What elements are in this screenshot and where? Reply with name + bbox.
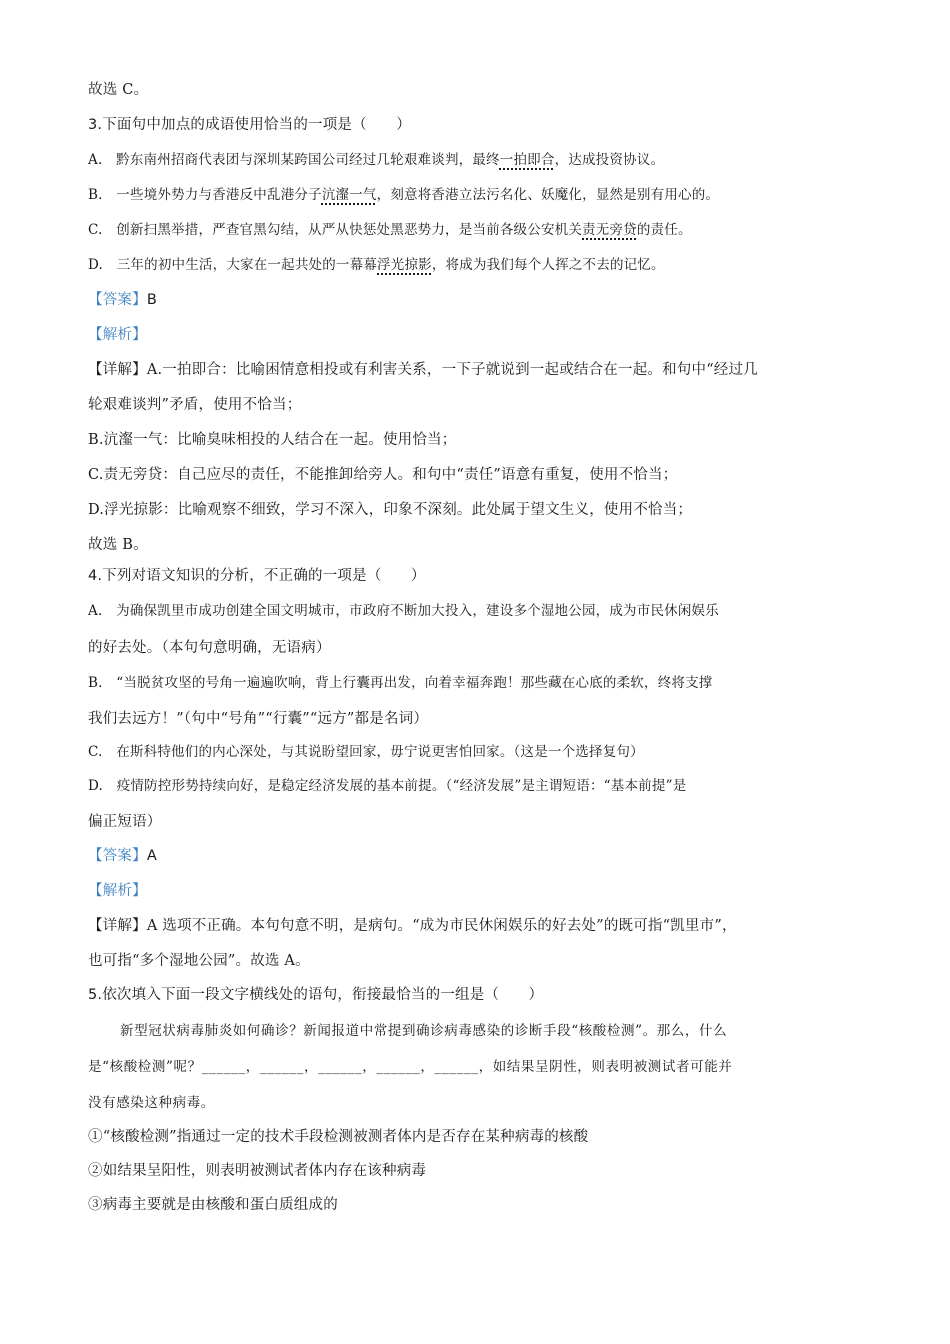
q3-detail-tag: 【详解】 <box>88 362 147 378</box>
q3-option-c <box>88 220 692 240</box>
q3-detail-a <box>88 360 758 380</box>
q4-option-c: C. 在斯科特他们的内心深处，与其说盼望回家，毋宁说更害怕回家。（这是一个选择复句） <box>88 744 644 760</box>
q3-option-d <box>88 255 665 275</box>
q3-detail-a-line2: 轮艰难谈判”矛盾，使用不恰当； <box>88 397 302 413</box>
q4-detail <box>88 916 737 936</box>
q4-detail-line2: 也可指“多个湿地公园”。故选 A。 <box>88 953 310 969</box>
q5-passage-line3: 没有感染这种病毒。 <box>88 1095 215 1111</box>
q4-option-d-line2: 偏正短语） <box>88 814 162 830</box>
q3-option-a-idiom: 一拍即合 <box>499 152 555 168</box>
q5-item-2: ②如结果呈阳性，则表明被测试者体内存在该种病毒 <box>88 1163 427 1179</box>
q4-answer-tag: 【答案】 <box>88 848 147 864</box>
q3-option-b-post: ，刻意将香港立法污名化、妖魔化，显然是别有用心的。 <box>376 187 720 203</box>
q3-answer-tag: 【答案】 <box>88 292 147 308</box>
q3-title: 3.下面句中加点的成语使用恰当的一项是（ ） <box>88 117 411 133</box>
q4-option-a-line1: A. 为确保凯里市成功创建全国文明城市，市政府不断加大投入，建设多个湿地公园，成为市民休闲娱乐 <box>88 603 719 619</box>
q4-option-b-line1: B. “当脱贫攻坚的号角一遍遍吹响，背上行囊再出发，向着幸福奔跑！那些藏在心底的柔软，终将支撑 <box>88 675 713 691</box>
q3-option-d-post: ，将成为我们每个人挥之不去的记忆。 <box>431 257 665 273</box>
q5-title: 5.依次填入下面一段文字横线处的语句，衔接最恰当的一组是（ ） <box>88 987 544 1003</box>
q3-option-d-idiom: 浮光掠影 <box>377 257 432 273</box>
q3-option-b-idiom: 沆瀣一气 <box>321 187 377 203</box>
q4-option-b-line2: 我们去远方！”（句中“号角”“行囊”“远方”都是名词） <box>88 711 429 727</box>
q3-detail-a-line1: A.一拍即合：比喻困情意相投或有利害关系，一下子就说到一起或结合在一起。和句中“经过几 <box>146 362 758 378</box>
q3-detail-c: C.责无旁贷：自己应尽的责任，不能推卸给旁人。和句中“责任”语意有重复，使用不恰当； <box>88 467 678 483</box>
q5-item-3: ③病毒主要就是由核酸和蛋白质组成的 <box>88 1197 338 1213</box>
q4-analysis-tag: 【解析】 <box>88 883 147 899</box>
q3-option-d-pre: D. 三年的初中生活，大家在一起共处的一幕幕 <box>88 257 378 273</box>
q4-detail-line1: A 选项不正确。本句句意不明，是病句。“成为市民休闲娱乐的好去处”的既可指“凯里市”， <box>146 918 737 934</box>
q4-option-d-line1: D. 疫情防控形势持续向好，是稳定经济发展的基本前提。（“经济发展”是主谓短语：“基本前提”是 <box>88 778 687 794</box>
q3-option-a-pre: A. 黔东南州招商代表团与深圳某跨国公司经过几轮艰难谈判，最终 <box>88 152 500 168</box>
q5-passage-line2: 是“核酸检测”呢？______，______，______，______，______，如结果呈阴性，则表明被测试者可能并 <box>88 1059 733 1075</box>
q3-analysis-tag: 【解析】 <box>88 327 147 343</box>
q3-option-a-post: ，达成投资协议。 <box>554 152 665 168</box>
q3-option-b <box>88 185 719 205</box>
q3-detail-b: B.沆瀣一气：比喻臭味相投的人结合在一起。使用恰当； <box>88 432 457 448</box>
q3-answer <box>88 290 157 310</box>
q3-detail-d: D.浮光掠影：比喻观察不细致，学习不深入，印象不深刻。此处属于望文生义，使用不恰当； <box>88 502 693 518</box>
q3-conclusion: 故选 B。 <box>88 537 148 553</box>
q2-conclusion: 故选 C。 <box>88 82 149 98</box>
q3-option-a <box>88 150 664 170</box>
q3-option-c-idiom: 责无旁贷 <box>582 222 637 238</box>
q4-title: 4.下列对语文知识的分析，不正确的一项是（ ） <box>88 568 426 584</box>
q5-passage-line1: 新型冠状病毒肺炎如何确诊？新闻报道中常提到确诊病毒感染的诊断手段“核酸检测”。那么，什么 <box>120 1023 728 1039</box>
q3-option-b-pre: B. 一些境外势力与香港反中乱港分子 <box>88 187 322 203</box>
q4-answer <box>88 846 157 866</box>
q3-answer-value: B <box>146 292 157 308</box>
q4-answer-value: A <box>146 848 157 864</box>
q4-detail-tag: 【详解】 <box>88 918 147 934</box>
q3-option-c-post: 的责任。 <box>636 222 692 238</box>
q4-option-a-line2: 的好去处。（本句句意明确，无语病） <box>88 640 331 656</box>
q3-option-c-pre: C. 创新扫黑举措，严查官黑勾结，从严从快惩处黑恶势力，是当前各级公安机关 <box>88 222 583 238</box>
q5-item-1: ①“核酸检测”指通过一定的技术手段检测被测者体内是否存在某种病毒的核酸 <box>88 1129 589 1145</box>
